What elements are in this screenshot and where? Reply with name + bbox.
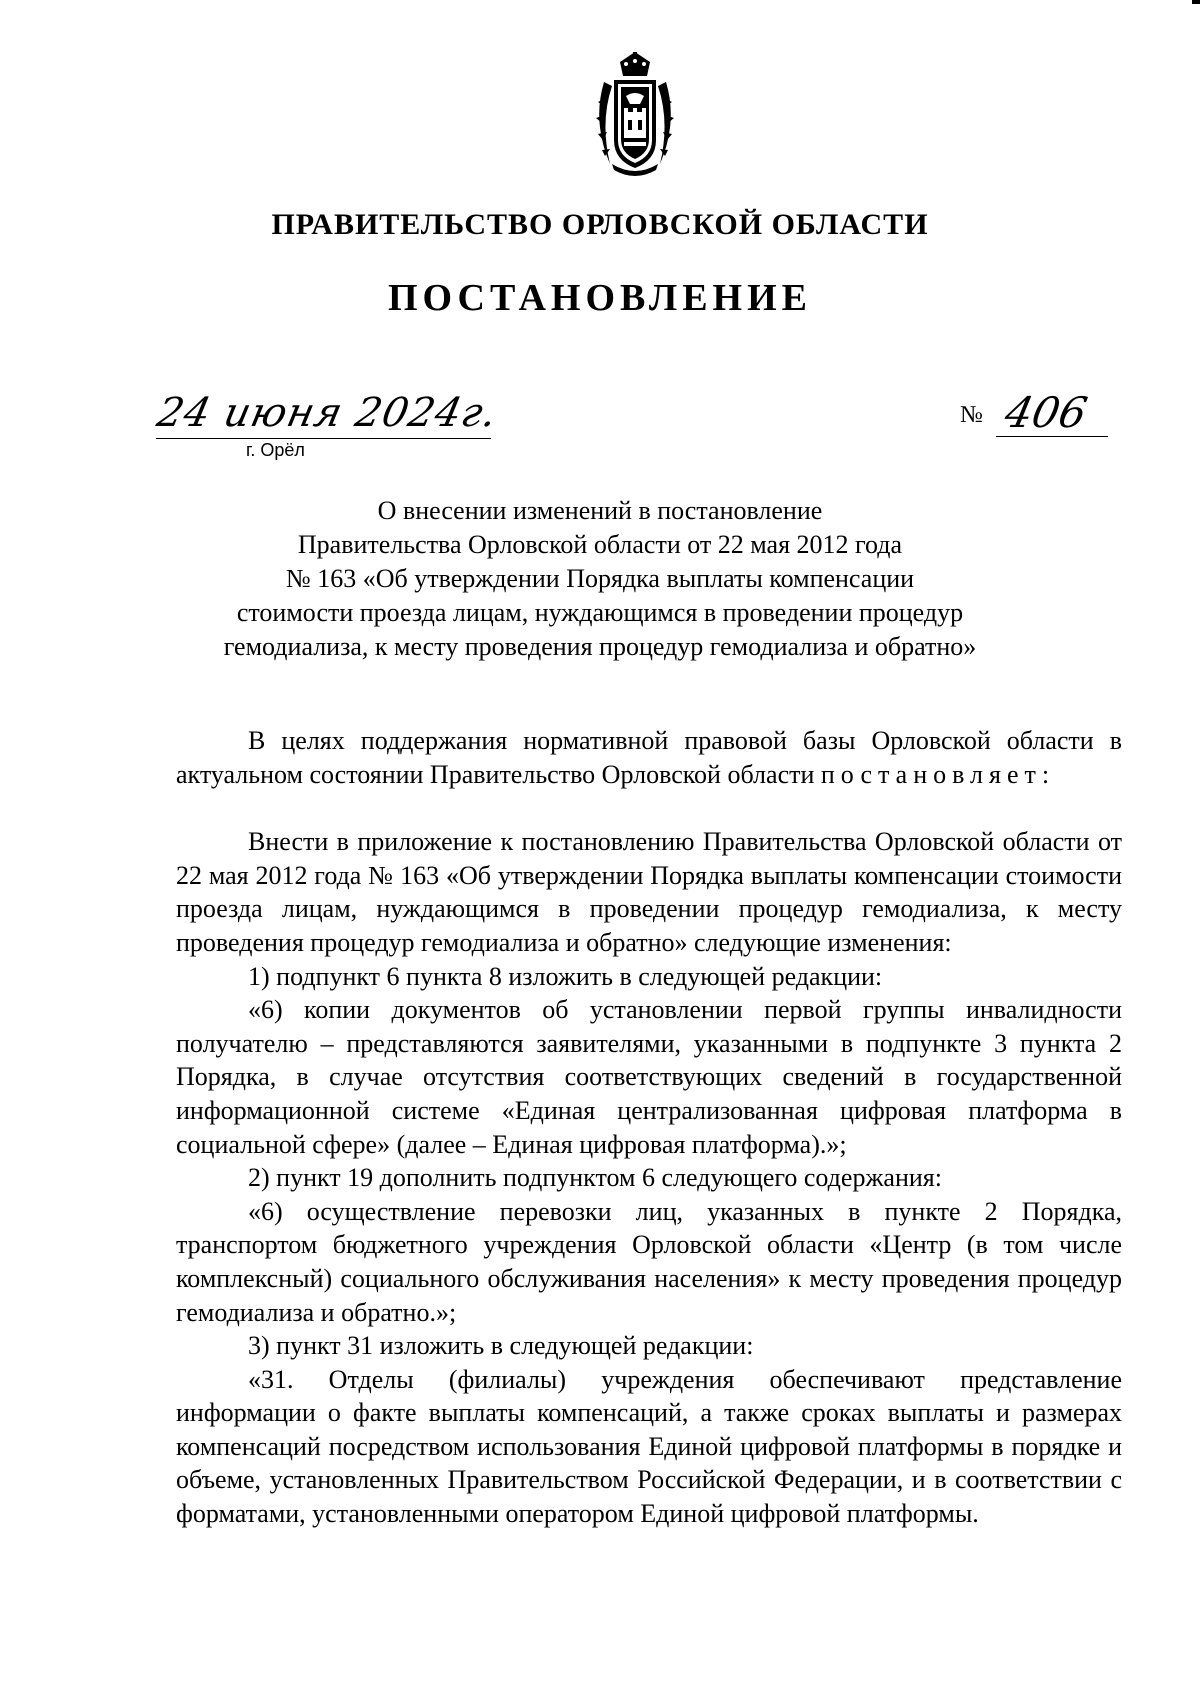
body-paragraph: «6) копии документов об установлении первой группы инвалидности получателю – представляются заявителями, указанными в подпункте 3 пункта 2 Порядка, в случае отсутствия соответствующих сведений в государственной информационной системе «Единая централизованная цифровая платформа в социальной сфере» (далее – Единая цифровая платформа).»; bbox=[176, 995, 1122, 1159]
date-underline bbox=[156, 438, 491, 439]
body-paragraph: 1) подпункт 6 пункта 8 изложить в следующей редакции: bbox=[248, 961, 883, 991]
document-type-title: ПОСТАНОВЛЕНИЕ bbox=[387, 277, 813, 319]
preamble-paragraph bbox=[176, 724, 1122, 791]
number-label: № bbox=[960, 402, 983, 428]
government-title: ПРАВИТЕЛЬСТВО ОРЛОВСКОЙ ОБЛАСТИ bbox=[271, 208, 929, 241]
subject-line: Правительства Орловской области от 22 мая 2012 года bbox=[297, 530, 903, 559]
document-date: 24 июня 2024г. bbox=[153, 390, 502, 436]
coat-of-arms-icon bbox=[590, 52, 680, 182]
body-paragraph: 3) пункт 31 изложить в следующей редакции: bbox=[248, 1331, 754, 1361]
city-label: г. Орёл bbox=[246, 440, 305, 460]
subject-line: гемодиализа, к месту проведения процедур гемодиализа и обратно» bbox=[223, 632, 977, 661]
subject-line: О внесении изменений в постановление bbox=[377, 496, 823, 525]
body-paragraph: «6) осуществление перевозки лиц, указанных в пункте 2 Порядка, транспортом бюджетного учреждения Орловской области «Центр (в том числе комплексный) социального обслуживания населения» к месту проведения процедур гемодиализа и обратно.»; bbox=[176, 1196, 1122, 1327]
body-paragraph: Внести в приложение к постановлению Правительства Орловской области от 22 мая 2012 года № 163 «Об утверждении Порядка выплаты компенсации стоимости проезда лицам, нуждающимся в проведении процедур гемодиализа, к месту проведения процедур гемодиализа и обратно» следующие изменения: bbox=[176, 827, 1122, 957]
resolves-word: постановляет: bbox=[820, 759, 1056, 789]
subject-line: стоимости проезда лицам, нуждающимся в проведении процедур bbox=[236, 598, 964, 627]
subject-line: № 163 «Об утверждении Порядка выплаты компенсации bbox=[285, 564, 915, 593]
preamble-text: В целях поддержания нормативной правовой базы Орловской области в актуальном состоянии Правительство Орловской области bbox=[176, 726, 1122, 789]
body-paragraph: 2) пункт 19 дополнить подпунктом 6 следующего содержания: bbox=[248, 1163, 942, 1193]
number-underline bbox=[996, 436, 1108, 437]
document-body bbox=[176, 724, 1122, 1531]
scan-edge-mark bbox=[1192, 0, 1200, 4]
document-number: 406 bbox=[1000, 388, 1092, 437]
document-subject bbox=[180, 494, 1020, 664]
body-paragraph: «31. Отделы (филиалы) учреждения обеспечивают представление информации о факте выплаты компенсаций, а также сроках выплаты и размерах компенсаций посредством использования Единой цифровой платформы в порядке и объеме, установленных Правительством Российской Федерации, и в соответствии с форматами, установленными оператором Единой цифровой платформы. bbox=[176, 1364, 1122, 1529]
